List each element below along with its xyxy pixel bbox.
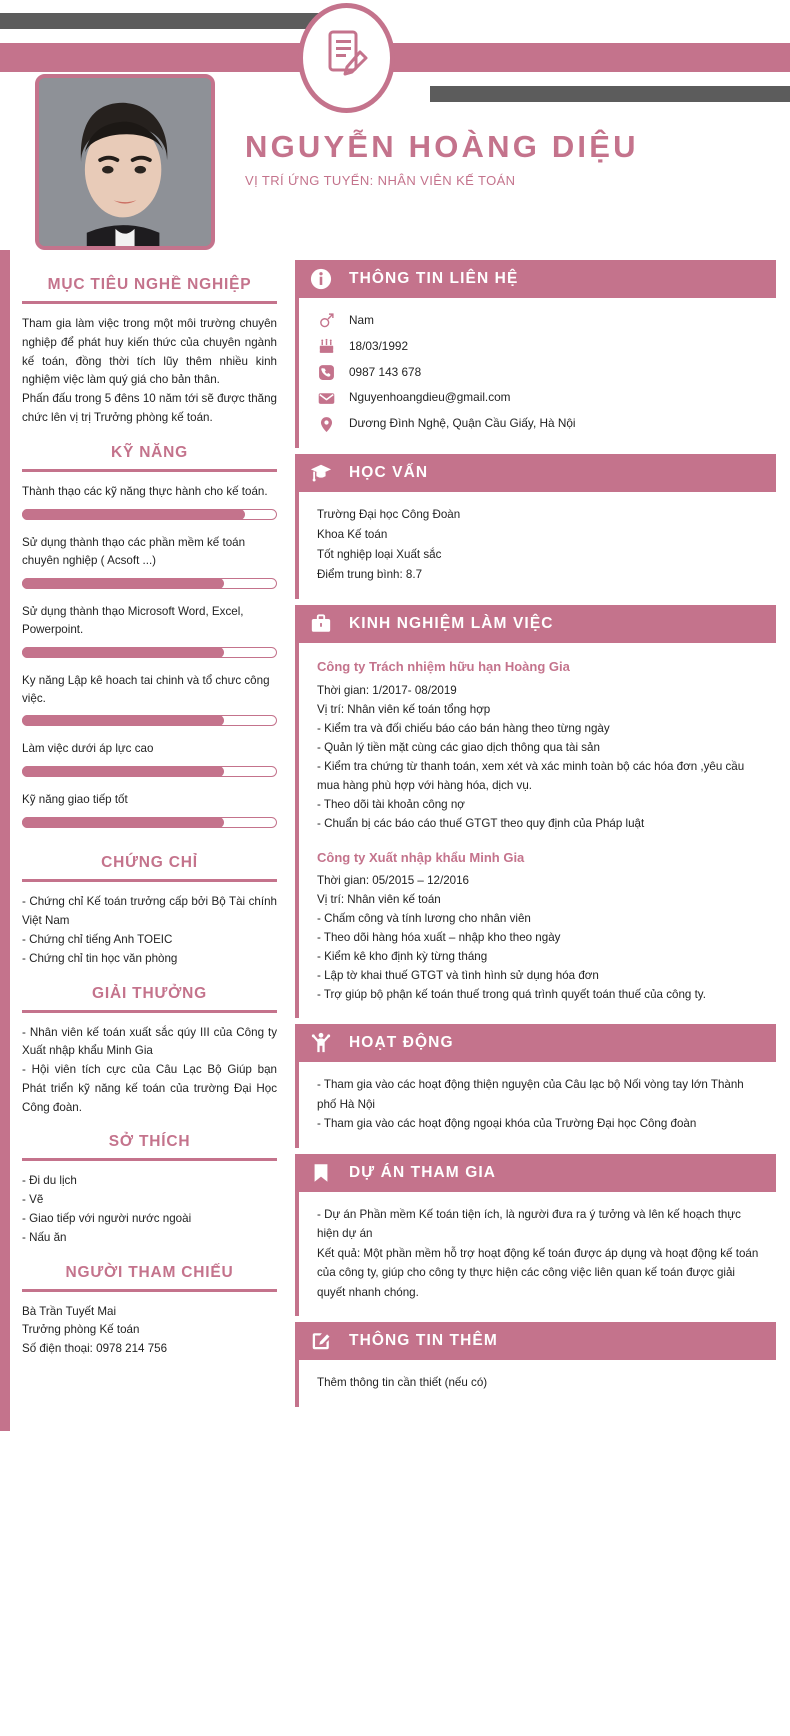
panel-header-contact — [295, 260, 776, 298]
divider — [22, 1158, 277, 1161]
skill-label: Sử dụng thành thạo Microsoft Word, Excel, Powerpoint. — [22, 604, 244, 636]
experience-entry — [317, 656, 760, 833]
avatar — [35, 74, 215, 250]
skill-item — [22, 534, 277, 589]
hobbies-body — [22, 1172, 277, 1247]
activity-line: - Tham gia vào các hoạt động ngoại khóa của Trường Đại học Công đoàn — [317, 1117, 697, 1131]
skill-bar-fill — [22, 817, 224, 828]
portrait-photo — [39, 78, 211, 246]
panel-additional-info — [295, 1322, 776, 1406]
left-accent-bar — [0, 250, 10, 1431]
additional-line: Thêm thông tin cần thiết (nếu có) — [317, 1376, 488, 1390]
section-hobbies — [22, 1121, 277, 1247]
header-bar-pink — [0, 43, 790, 72]
skill-label: Ky năng Lập kê hoach tai chinh và tổ chưc công việc. — [22, 673, 270, 705]
panel-contact — [295, 260, 776, 448]
panel-body-activities — [295, 1062, 776, 1147]
contact-value: Nguyenhoangdieu@gmail.com — [349, 390, 511, 405]
hobby-line: - Đi du lịch — [22, 1174, 77, 1188]
award-line: - Nhân viên kế toán xuất sắc qúy III của Công ty Xuất nhập khẩu Minh Gia — [22, 1025, 277, 1058]
hobby-line: - Giao tiếp với người nước ngoài — [22, 1212, 192, 1225]
reference-line: Bà Trần Tuyết Mai — [22, 1304, 117, 1318]
section-title-awards: GIẢI THƯỞNG — [92, 984, 207, 1002]
panel-title-education: HỌC VẤN — [349, 464, 429, 482]
identity-block — [245, 130, 765, 188]
section-title-skills: KỸ NĂNG — [110, 443, 189, 461]
skill-bar-fill — [22, 647, 224, 658]
company-name: Công ty Trách nhiệm hữu hạn Hoàng Gia — [317, 658, 570, 674]
section-title-hobbies: SỞ THÍCH — [108, 1133, 191, 1151]
experience-line: - Kiểm tra chứng từ thanh toán, xem xét và xác minh toàn bộ các hóa đơn ,yêu cầu mua hàng phù hợp với hàng hóa, dịch vụ. — [317, 759, 745, 792]
skill-item — [22, 791, 277, 828]
panel-body-projects — [295, 1192, 776, 1316]
cv-body — [0, 250, 790, 1431]
skill-item — [22, 483, 277, 520]
panel-experience — [295, 605, 776, 1019]
reference-line: Số điện thoại: 0978 214 756 — [22, 1342, 168, 1356]
panel-title-additional: THÔNG TIN THÊM — [349, 1332, 498, 1350]
panel-body-contact — [295, 298, 776, 448]
divider — [22, 1289, 277, 1292]
certificates-body — [22, 893, 277, 968]
section-title-certificates: CHỨNG CHỈ — [101, 854, 198, 872]
skill-bar-track — [22, 766, 277, 777]
contact-value: Dương Đình Nghệ, Quận Cầu Giấy, Hà Nội — [349, 416, 576, 431]
skill-bar-fill — [22, 766, 224, 777]
divider — [22, 1010, 277, 1013]
certificate-line: - Chứng chỉ tiếng Anh TOEIC — [22, 932, 173, 946]
skill-label: Thành thạo các kỹ năng thực hành cho kế toán. — [22, 484, 268, 498]
panel-title-contact: THÔNG TIN LIÊN HỆ — [349, 270, 519, 287]
pencil-square-icon — [309, 1329, 333, 1353]
project-line: Kết quả: Một phần mềm hỗ trợ hoạt động kế toán được áp dụng và hoạt động kế toán của công ty, giúp cho công ty thực hiện các công việc liên quan kế toán được giải quyết nhanh chóng. — [317, 1246, 759, 1299]
experience-line: Thời gian: 05/2015 – 12/2016 — [317, 874, 469, 888]
skill-bar-track — [22, 817, 277, 828]
panel-body-additional — [295, 1360, 776, 1406]
header-bar-gray-left — [0, 13, 345, 29]
panel-title-experience: KINH NGHIỆM LÀM VIỆC — [349, 614, 554, 632]
envelope-icon — [317, 389, 335, 407]
skill-label: Sử dụng thành thạo các phần mềm kế toán chuyên nghiệp ( Acsoft ...) — [22, 535, 246, 567]
left-column — [0, 250, 295, 1431]
section-references — [22, 1252, 277, 1359]
reference-line: Trưởng phòng Kế toán — [22, 1323, 140, 1337]
skill-bar-track — [22, 578, 277, 589]
hobby-line: - Vẽ — [22, 1193, 44, 1207]
panel-education — [295, 454, 776, 599]
skill-bar-fill — [22, 715, 224, 726]
certificate-line: - Chứng chỉ Kế toán trưởng cấp bởi Bộ Tài chính Việt Nam — [22, 895, 277, 928]
award-line: - Hội viên tích cực của Câu Lạc Bộ Giúp bạn Phát triển kỹ năng kế toán của trường Đại Học Công đoàn. — [22, 1063, 277, 1114]
graduation-cap-icon — [309, 461, 333, 485]
education-line: Trường Đại học Công Đoàn — [317, 508, 461, 522]
objective-paragraph: Phấn đấu trong 5 đêns 10 năm tới sẽ được thăng chức lên vị trị Trưởng phòng kế toán. — [22, 392, 277, 424]
contact-value: Nam — [349, 313, 374, 327]
logo-badge — [298, 3, 395, 113]
company-name: Công ty Xuất nhập khẩu Minh Gia — [317, 849, 525, 865]
panel-body-education — [295, 492, 776, 599]
awards-body — [22, 1024, 277, 1118]
references-body — [22, 1303, 277, 1359]
activity-line: - Tham gia vào các hoạt động thiện nguyện của Câu lạc bộ Nối vòng tay lớn Thành phố Hà Nội — [317, 1078, 744, 1111]
section-awards — [22, 973, 277, 1118]
right-column — [295, 250, 790, 1431]
certificate-line: - Chứng chỉ tin học văn phòng — [22, 951, 178, 965]
experience-line: - Quản lý tiền mặt cùng các giao dịch thông qua tài sản — [317, 740, 600, 754]
panel-title-projects: DỰ ÁN THAM GIA — [349, 1163, 497, 1181]
experience-line: Vị trí: Nhân viên kế toán tổng hợp — [317, 702, 491, 716]
document-pencil-icon — [324, 30, 370, 87]
panel-header-projects — [295, 1154, 776, 1192]
experience-entry — [317, 847, 760, 1005]
experience-line: Vị trí: Nhân viên kế toán — [317, 893, 441, 907]
project-line: - Dự án Phần mềm Kế toán tiện ích, là người đưa ra ý tưởng và lên kế hoạch thực hiện dự án — [317, 1207, 741, 1241]
contact-row-gender — [317, 311, 760, 331]
experience-line: Thời gian: 1/2017- 08/2019 — [317, 683, 457, 697]
phone-icon — [317, 364, 335, 382]
divider — [22, 469, 277, 472]
birthday-cake-icon — [317, 338, 335, 356]
experience-line: - Theo dõi hàng hóa xuất – nhập kho theo ngày — [317, 931, 561, 945]
education-line: Điểm trung bình: 8.7 — [317, 567, 423, 581]
briefcase-icon — [309, 612, 333, 636]
skill-bar-track — [22, 715, 277, 726]
contact-row-address — [317, 414, 760, 434]
experience-line: - Trợ giúp bộ phận kế toán thuế trong quá trình quyết toán thuế của công ty. — [317, 988, 706, 1002]
contact-value: 18/03/1992 — [349, 338, 409, 353]
header-bar-gray-right — [430, 86, 790, 102]
section-objective — [22, 264, 277, 428]
skill-bar-track — [22, 509, 277, 520]
education-line: Tốt nghiệp loại Xuất sắc — [317, 547, 442, 561]
panel-body-experience — [295, 643, 776, 1019]
section-title-references: NGƯỜI THAM CHIẾU — [65, 1263, 234, 1281]
contact-value: 0987 143 678 — [349, 364, 422, 379]
skill-item — [22, 603, 277, 658]
experience-line: - Lập tờ khai thuế GTGT và tình hình sử dụng hóa đơn — [317, 969, 599, 983]
map-pin-icon — [317, 415, 335, 433]
contact-row-birthday — [317, 337, 760, 357]
experience-line: - Chuẩn bị các báo cáo thuế GTGT theo quy định của Pháp luật — [317, 816, 645, 830]
skill-item — [22, 672, 277, 727]
contact-row-phone[interactable] — [317, 363, 760, 383]
cv-header — [0, 0, 790, 250]
objective-body — [22, 315, 277, 428]
info-circle-icon — [309, 267, 333, 291]
section-skills — [22, 432, 277, 829]
skill-label: Làm việc dưới áp lực cao — [22, 742, 154, 756]
page-title: NGUYỄN HOÀNG DIỆU — [245, 129, 639, 164]
experience-line: - Theo dõi tài khoản công nợ — [317, 797, 465, 811]
panel-title-activities: HOẠT ĐỘNG — [349, 1034, 454, 1052]
skill-bar-fill — [22, 578, 224, 589]
panel-header-activities — [295, 1024, 776, 1062]
panel-projects — [295, 1154, 776, 1316]
skill-label: Kỹ năng giao tiếp tốt — [22, 793, 128, 807]
experience-line: - Kiểm kê kho định kỳ từng tháng — [317, 950, 488, 964]
person-raising-arms-icon — [309, 1031, 333, 1055]
skill-bar-track — [22, 647, 277, 658]
education-line: Khoa Kế toán — [317, 528, 388, 541]
panel-header-experience — [295, 605, 776, 643]
experience-line: - Chấm công và tính lương cho nhân viên — [317, 912, 531, 926]
panel-header-education — [295, 454, 776, 492]
panel-header-additional — [295, 1322, 776, 1360]
skill-bar-fill — [22, 509, 245, 520]
panel-activities — [295, 1024, 776, 1147]
contact-row-email[interactable] — [317, 388, 760, 408]
divider — [22, 301, 277, 304]
divider — [22, 879, 277, 882]
bookmark-icon — [309, 1161, 333, 1185]
objective-paragraph: Tham gia làm việc trong một môi trường chuyên nghiệp để phát huy kiến thức của chuyên ngành kế toán, đồng thời tích lũy thêm nhiều kinh nghiệm việc làm quý giá cho bản thân. — [22, 317, 277, 387]
hobby-line: - Nấu ăn — [22, 1230, 67, 1244]
experience-line: - Kiểm tra và đối chiếu báo cáo bán hàng theo từng ngày — [317, 721, 610, 735]
section-title-objective: MỤC TIÊU NGHỀ NGHIỆP — [47, 276, 252, 293]
section-certificates — [22, 842, 277, 968]
skill-item — [22, 740, 277, 777]
applied-position: VỊ TRÍ ỨNG TUYỂN: NHÂN VIÊN KẾ TOÁN — [245, 173, 516, 189]
gender-male-icon — [317, 312, 335, 330]
